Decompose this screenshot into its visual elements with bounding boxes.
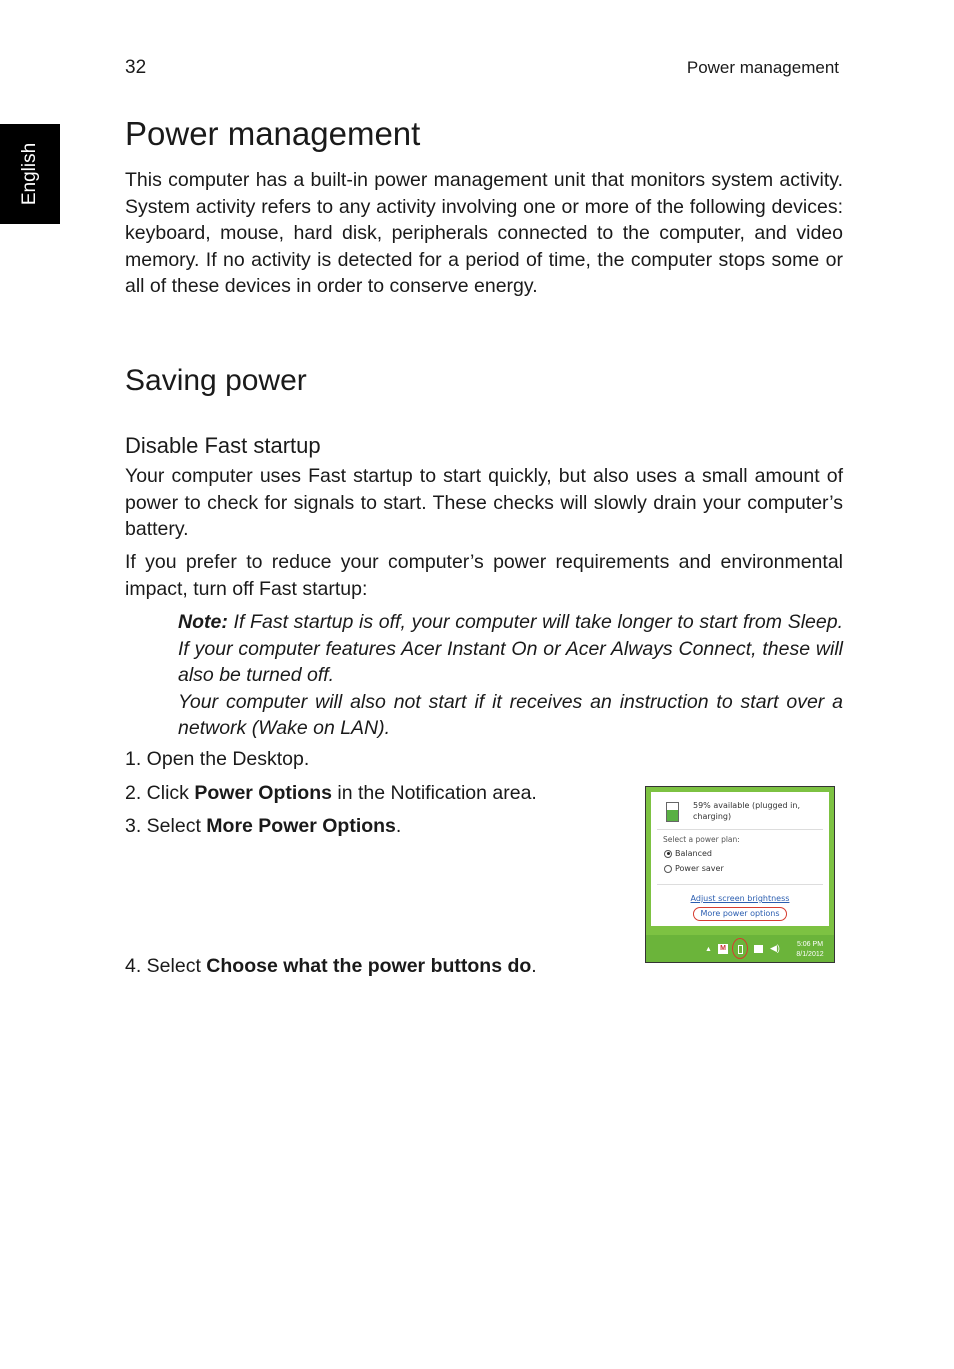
- plan-balanced[interactable]: Balanced: [664, 849, 712, 858]
- note-paragraph: [178, 609, 843, 689]
- divider: [657, 829, 823, 830]
- taskbar-clock[interactable]: [786, 940, 834, 960]
- reduce-power-text: If you prefer to reduce your computer’s power requirements and environmental impact, turn off Fast startup:: [125, 551, 843, 600]
- language-tab-label: English: [19, 142, 41, 206]
- note-text: If Fast startup is off, your computer will take longer to start from Sleep. If your computer features Acer Instant On or Acer Always Connect, these will also be turned off.: [178, 611, 843, 686]
- taskbar: [646, 935, 834, 962]
- step-1: 1. Open the Desktop.: [125, 748, 310, 770]
- adjust-brightness-link[interactable]: Adjust screen brightness: [690, 894, 790, 903]
- intro-text: This computer has a built-in power management unit that monitors system activity. System activity refers to any activity involving one or more of the following devices: keyboard, mouse, hard disk, peripherals connected to the computer, and video memory. If no activity is detected for a period of time, the computer stops some or all of these devices in order to conserve energy.: [125, 169, 843, 297]
- plan-power-saver[interactable]: Power saver: [664, 864, 724, 873]
- intro-paragraph: [125, 167, 843, 300]
- step-2: 2. Click Power Options in the Notification area.: [125, 782, 537, 804]
- step-4: 4. Select Choose what the power buttons do.: [125, 955, 537, 977]
- fast-startup-text: Your computer uses Fast startup to start quickly, but also uses a small amount of power to check for signals to start. These checks will slowly drain your computer’s battery.: [125, 465, 843, 540]
- security-shield-icon[interactable]: M: [718, 944, 728, 954]
- power-plug-icon[interactable]: [738, 945, 743, 954]
- running-head: Power management: [686, 58, 839, 77]
- action-center-flag-icon[interactable]: [754, 945, 763, 953]
- power-flyout: [651, 792, 829, 926]
- fast-startup-heading: Disable Fast startup: [125, 433, 321, 458]
- reduce-power-paragraph: [125, 549, 843, 602]
- power-options-screenshot: [645, 786, 835, 963]
- battery-status: 59% available (plugged in, charging): [693, 801, 801, 821]
- note-paragraph-2: Your computer will also not start if it receives an instruction to start over a network (Wake on LAN).: [178, 690, 843, 739]
- clock-time: 5:06 PM: [796, 941, 824, 948]
- radio-selected-icon: [664, 850, 672, 858]
- step-3: 3. Select More Power Options.: [125, 815, 402, 837]
- battery-icon: [666, 802, 679, 822]
- volume-icon[interactable]: ◀): [770, 943, 780, 953]
- fast-startup-paragraph: [125, 463, 843, 543]
- divider: [657, 884, 823, 885]
- plan-label: Select a power plan:: [663, 835, 740, 844]
- language-tab: [0, 124, 60, 224]
- radio-icon: [664, 865, 672, 873]
- saving-power-heading: Saving power: [125, 364, 307, 397]
- clock-date: 8/1/2012: [796, 951, 824, 958]
- tray-expand-icon[interactable]: ▲: [705, 946, 712, 953]
- note-block: [178, 609, 843, 742]
- note-label: Note:: [178, 611, 228, 633]
- page-number: 32: [125, 57, 147, 78]
- more-power-options-link[interactable]: More power options: [651, 907, 829, 921]
- section-title: Power management: [125, 115, 421, 152]
